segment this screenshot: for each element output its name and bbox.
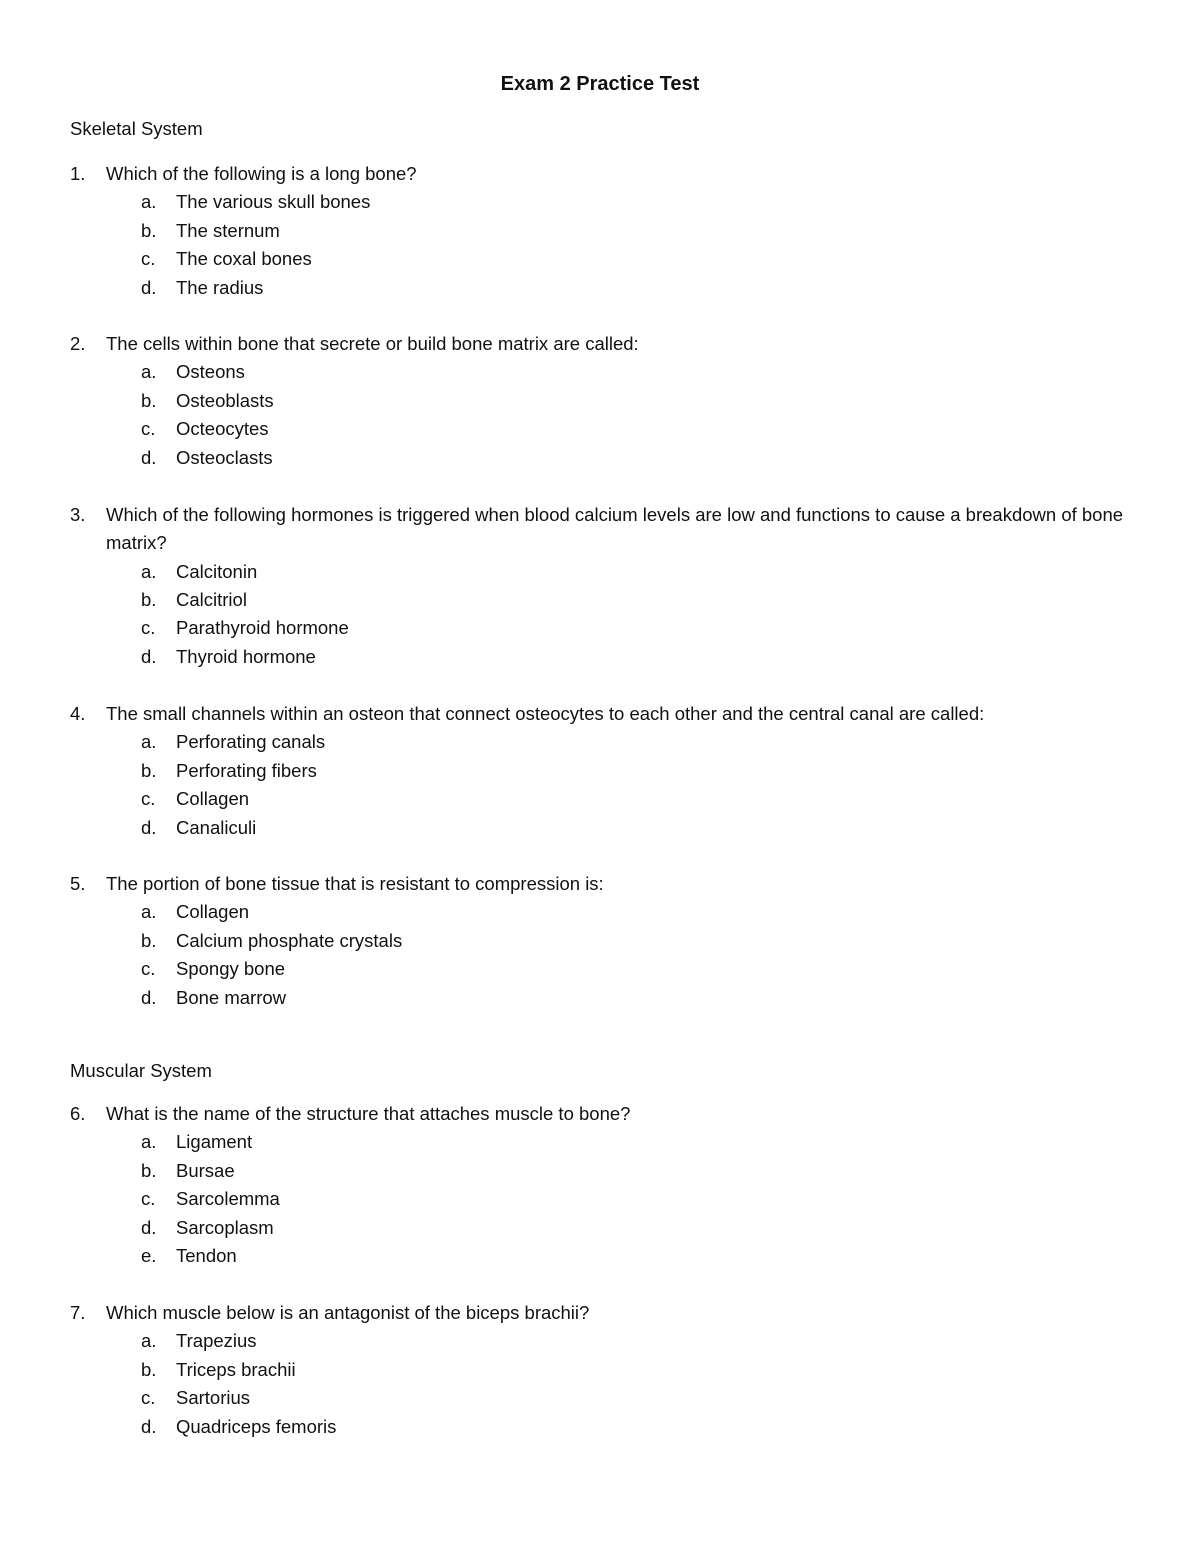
answer-option bbox=[70, 1413, 1140, 1441]
option-text: Osteoclasts bbox=[176, 446, 273, 468]
answer-option bbox=[70, 586, 1140, 614]
answer-option bbox=[70, 358, 1140, 386]
question-stem bbox=[70, 700, 1140, 728]
question-stem bbox=[70, 1299, 1140, 1327]
section-heading-skeletal: Skeletal System bbox=[70, 118, 203, 139]
answer-option bbox=[70, 814, 1140, 842]
answer-options bbox=[70, 898, 1140, 1012]
question-stem bbox=[70, 501, 1140, 558]
answer-option bbox=[70, 558, 1140, 586]
option-letter: a. bbox=[141, 191, 157, 213]
option-text: The coxal bones bbox=[176, 248, 312, 270]
option-letter: a. bbox=[141, 731, 157, 753]
answer-option bbox=[70, 955, 1140, 983]
answer-option bbox=[70, 785, 1140, 813]
answer-option bbox=[70, 984, 1140, 1012]
option-text: Trapezius bbox=[176, 1330, 257, 1352]
option-text: Thyroid hormone bbox=[176, 645, 316, 667]
question-5 bbox=[70, 870, 1140, 1012]
option-letter: d. bbox=[141, 446, 157, 468]
option-letter: b. bbox=[141, 759, 157, 781]
option-letter: a. bbox=[141, 560, 157, 582]
question-3 bbox=[70, 501, 1140, 671]
option-letter: c. bbox=[141, 418, 156, 440]
answer-options bbox=[70, 1128, 1140, 1270]
option-letter: c. bbox=[141, 617, 156, 639]
question-number: 4. bbox=[70, 703, 86, 724]
option-letter: b. bbox=[141, 219, 157, 241]
option-letter: b. bbox=[141, 1358, 157, 1380]
section-heading-muscular: Muscular System bbox=[70, 1060, 212, 1081]
question-1 bbox=[70, 160, 1140, 302]
question-text: What is the name of the structure that attaches muscle to bone? bbox=[106, 1103, 631, 1124]
option-letter: a. bbox=[141, 361, 157, 383]
option-letter: c. bbox=[141, 788, 156, 810]
answer-options bbox=[70, 728, 1140, 842]
question-text: The portion of bone tissue that is resistant to compression is: bbox=[106, 873, 604, 894]
option-text: Perforating canals bbox=[176, 731, 326, 753]
question-6 bbox=[70, 1100, 1140, 1270]
option-letter: e. bbox=[141, 1244, 157, 1266]
answer-option bbox=[70, 1356, 1140, 1384]
option-text: Bursae bbox=[176, 1159, 235, 1181]
answer-option bbox=[70, 898, 1140, 926]
option-text: The various skull bones bbox=[176, 191, 371, 213]
answer-options bbox=[70, 558, 1140, 672]
question-stem bbox=[70, 160, 1140, 188]
option-text: Collagen bbox=[176, 788, 250, 810]
answer-options bbox=[70, 188, 1140, 302]
question-stem bbox=[70, 1100, 1140, 1128]
option-text: Triceps brachii bbox=[176, 1358, 296, 1380]
option-text: Parathyroid hormone bbox=[176, 617, 349, 639]
option-text: The sternum bbox=[176, 219, 280, 241]
answer-option bbox=[70, 1214, 1140, 1242]
answer-option bbox=[70, 1384, 1140, 1412]
question-stem bbox=[70, 330, 1140, 358]
option-letter: d. bbox=[141, 816, 157, 838]
option-letter: b. bbox=[141, 929, 157, 951]
answer-option bbox=[70, 1327, 1140, 1355]
option-text: Calcitonin bbox=[176, 560, 258, 582]
option-text: Ligament bbox=[176, 1131, 253, 1153]
answer-option bbox=[70, 643, 1140, 671]
question-number: 6. bbox=[70, 1103, 86, 1124]
option-letter: a. bbox=[141, 901, 157, 923]
option-letter: c. bbox=[141, 1387, 156, 1409]
option-letter: d. bbox=[141, 276, 157, 298]
option-letter: a. bbox=[141, 1330, 157, 1352]
option-text: The radius bbox=[176, 276, 264, 298]
answer-option bbox=[70, 444, 1140, 472]
answer-option bbox=[70, 728, 1140, 756]
question-number: 5. bbox=[70, 873, 86, 894]
answer-option bbox=[70, 188, 1140, 216]
option-letter: b. bbox=[141, 389, 157, 411]
answer-option bbox=[70, 614, 1140, 642]
option-letter: d. bbox=[141, 986, 157, 1008]
answer-option bbox=[70, 1185, 1140, 1213]
option-text: Osteons bbox=[176, 361, 245, 383]
option-letter: b. bbox=[141, 589, 157, 610]
question-number: 2. bbox=[70, 333, 86, 354]
option-letter: b. bbox=[141, 1159, 157, 1181]
question-text: The small channels within an osteon that connect osteocytes to each other and the central canal are called: bbox=[106, 703, 985, 724]
question-stem bbox=[70, 870, 1140, 898]
option-text: Spongy bone bbox=[176, 958, 286, 980]
question-text: Which muscle below is an antagonist of the biceps brachii? bbox=[106, 1302, 590, 1323]
option-letter: d. bbox=[141, 1216, 157, 1238]
option-text: Perforating fibers bbox=[176, 759, 317, 781]
option-letter: a. bbox=[141, 1131, 157, 1153]
option-text: Bone marrow bbox=[176, 986, 287, 1008]
answer-option bbox=[70, 927, 1140, 955]
option-letter: c. bbox=[141, 1188, 156, 1210]
answer-options bbox=[70, 358, 1140, 472]
option-text: Collagen bbox=[176, 901, 250, 923]
option-text: Calcitriol bbox=[176, 589, 247, 610]
question-4 bbox=[70, 700, 1140, 842]
option-letter: d. bbox=[141, 645, 157, 667]
answer-option bbox=[70, 274, 1140, 302]
answer-option bbox=[70, 245, 1140, 273]
option-text: Osteoblasts bbox=[176, 389, 274, 411]
answer-option bbox=[70, 415, 1140, 443]
question-text: The cells within bone that secrete or build bone matrix are called: bbox=[106, 333, 639, 354]
answer-option bbox=[70, 1242, 1140, 1270]
answer-option bbox=[70, 217, 1140, 245]
question-text: Which of the following hormones is triggered when blood calcium levels are low and functions to cause a breakdown of bone matrix? bbox=[106, 504, 1124, 554]
question-number: 1. bbox=[70, 163, 86, 184]
option-letter: c. bbox=[141, 248, 156, 270]
answer-options bbox=[70, 1327, 1140, 1441]
option-text: Calcium phosphate crystals bbox=[176, 929, 403, 951]
option-text: Tendon bbox=[176, 1244, 237, 1266]
option-text: Sarcoplasm bbox=[176, 1216, 274, 1238]
option-text: Sarcolemma bbox=[176, 1188, 280, 1210]
option-text: Quadriceps femoris bbox=[176, 1415, 337, 1437]
answer-option bbox=[70, 1128, 1140, 1156]
answer-option bbox=[70, 387, 1140, 415]
option-text: Canaliculi bbox=[176, 816, 257, 838]
option-letter: c. bbox=[141, 958, 156, 980]
answer-option bbox=[70, 1157, 1140, 1185]
question-2 bbox=[70, 330, 1140, 472]
question-number: 3. bbox=[70, 504, 86, 525]
answer-option bbox=[70, 757, 1140, 785]
question-7 bbox=[70, 1299, 1140, 1441]
question-number: 7. bbox=[70, 1302, 86, 1323]
option-letter: d. bbox=[141, 1415, 157, 1437]
question-text: Which of the following is a long bone? bbox=[106, 163, 417, 184]
page-title: Exam 2 Practice Test bbox=[500, 73, 700, 95]
option-text: Octeocytes bbox=[176, 418, 269, 440]
option-text: Sartorius bbox=[176, 1387, 251, 1409]
